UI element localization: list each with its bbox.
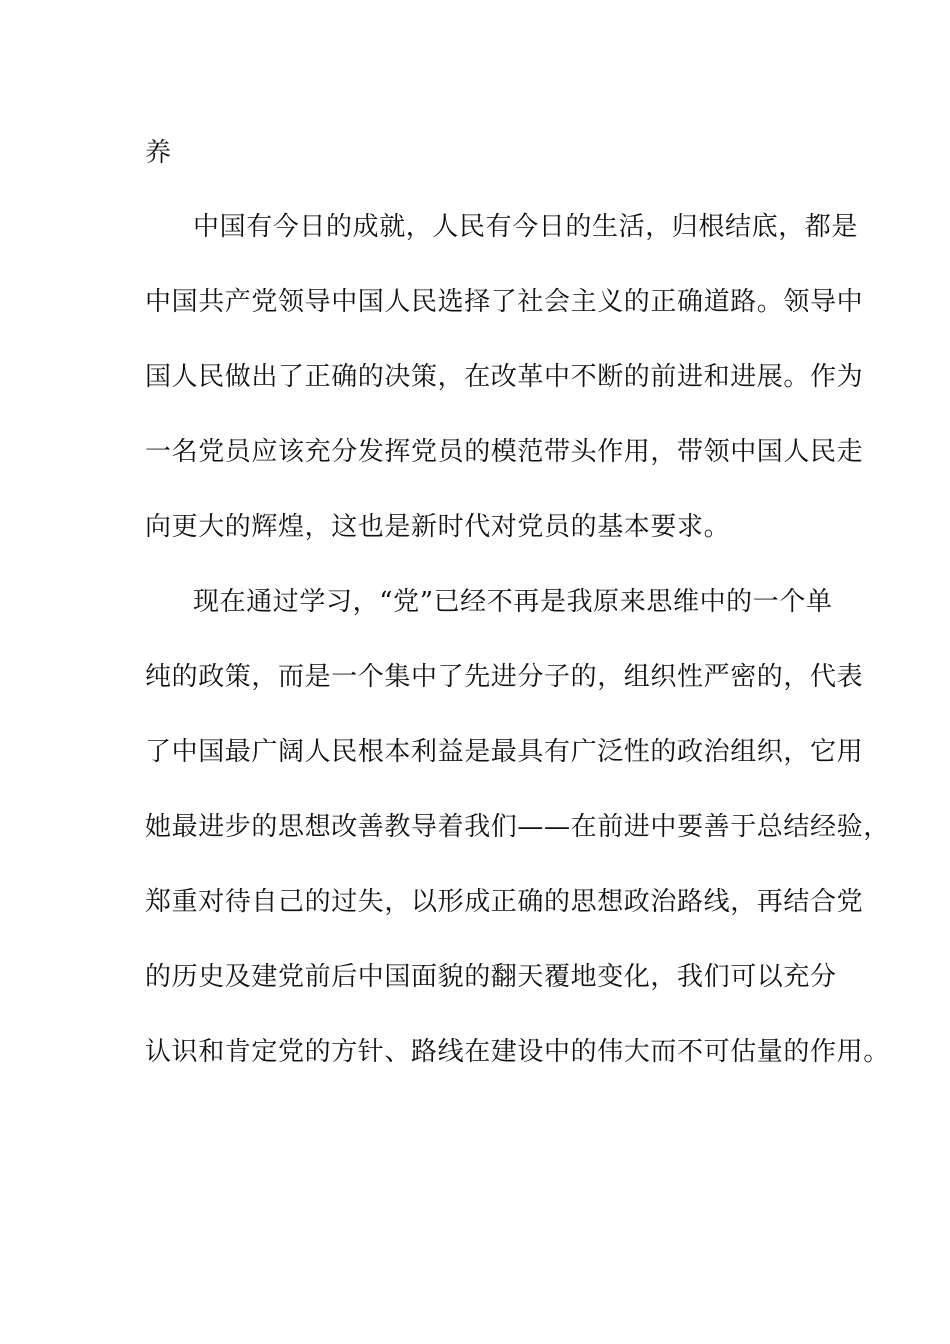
text-line: 养 — [145, 138, 172, 168]
text-line: 的历史及建党前后中国面貌的翻天覆地变化，我们可以充分 — [145, 962, 837, 992]
text-line: 纯的政策，而是一个集中了先进分子的，组织性严密的，代表 — [145, 662, 864, 692]
text-line: 她最进步的思想改善教导着我们——在前进中要善于总结经验， — [145, 812, 890, 842]
text-line: 向更大的辉煌，这也是新时代对党员的基本要求。 — [145, 512, 731, 542]
text-line: 郑重对待自己的过失，以形成正确的思想政治路线，再结合党 — [145, 887, 864, 917]
text-line: 了中国最广阔人民根本利益是最具有广泛性的政治组织，它用 — [145, 737, 864, 767]
paragraph-start-line: 中国有今日的成就，人民有今日的生活，归根结底，都是 — [193, 212, 859, 242]
text-line: 一名党员应该充分发挥党员的模范带头作用，带领中国人民走 — [145, 437, 864, 467]
text-line: 认识和肯定党的方针、路线在建设中的伟大而不可估量的作用。 — [145, 1037, 890, 1067]
text-line: 国人民做出了正确的决策，在改革中不断的前进和进展。作为 — [145, 362, 864, 392]
text-line: 中国共产党领导中国人民选择了社会主义的正确道路。领导中 — [145, 287, 864, 317]
paragraph-start-line: 现在通过学习，“党”已经不再是我原来思维中的一个单 — [193, 587, 833, 617]
